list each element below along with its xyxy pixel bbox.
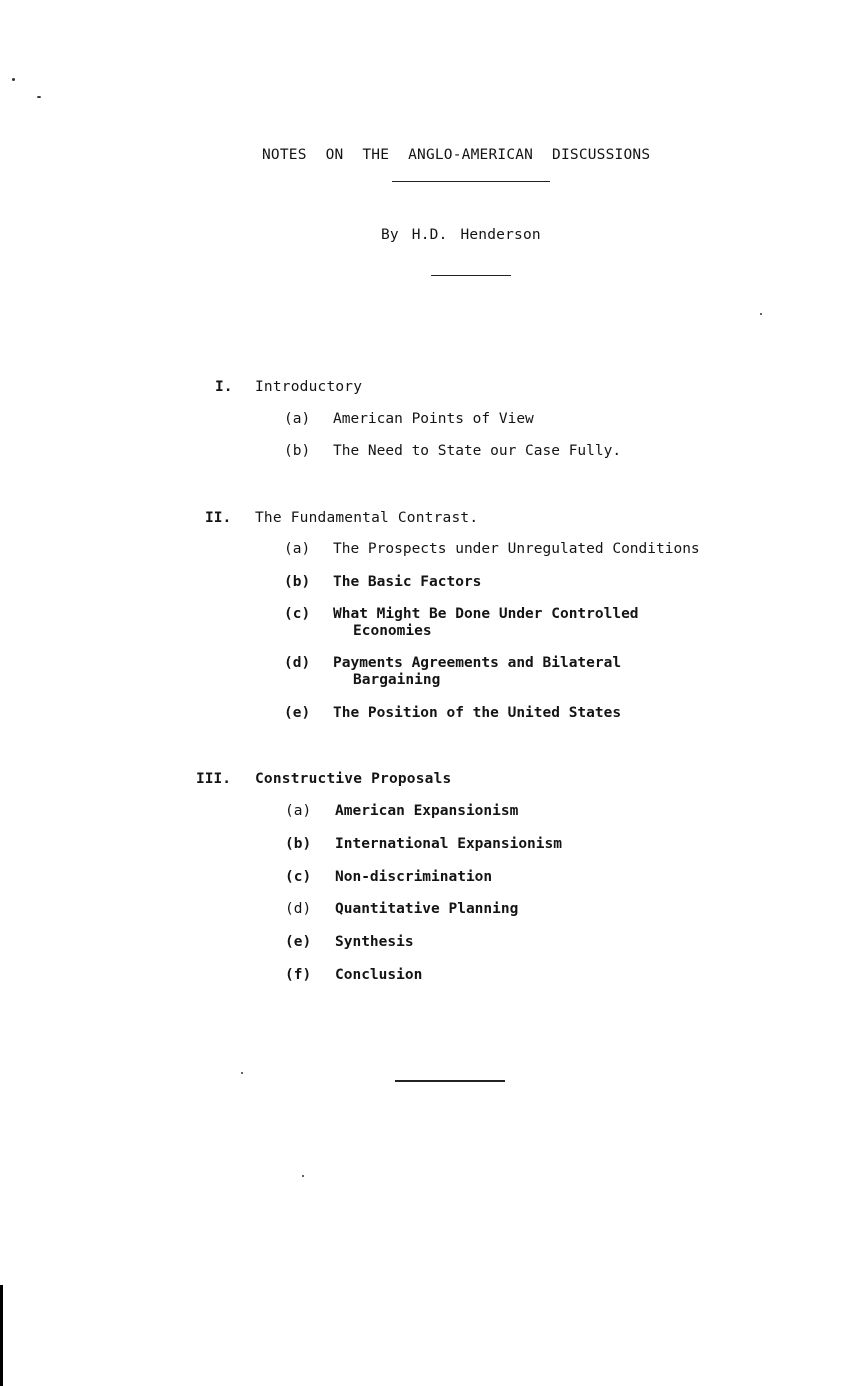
list-item — [335, 934, 805, 951]
item-letter: (a) — [284, 541, 311, 557]
item-text: American Expansionism — [335, 803, 519, 819]
list-item — [333, 443, 803, 460]
item-text: Payments Agreements and Bilateral — [333, 655, 622, 671]
list-item — [335, 803, 805, 820]
item-text: The Prospects under Unregulated Conditions — [333, 541, 700, 557]
section-heading: Constructive Proposals — [255, 771, 452, 787]
item-text: Quantitative Planning — [335, 901, 519, 917]
list-item — [335, 901, 805, 918]
item-letter: (a) — [284, 411, 311, 427]
list-item — [333, 705, 803, 722]
item-letter: (a) — [285, 803, 312, 819]
section-numeral: I. — [215, 379, 233, 395]
item-letter: (f) — [285, 967, 312, 983]
item-text-continued: Bargaining — [353, 672, 441, 688]
scan-speck — [241, 1072, 243, 1074]
item-letter: (b) — [284, 574, 311, 590]
list-item — [333, 574, 803, 591]
item-text: Conclusion — [335, 967, 423, 983]
item-letter: (b) — [285, 836, 312, 852]
item-text-continued: Economies — [353, 623, 432, 639]
byline: By H.D. Henderson — [381, 227, 541, 243]
scan-speck — [302, 1175, 304, 1177]
scan-edge-bar — [0, 1285, 3, 1386]
item-letter: (d) — [285, 901, 312, 917]
item-letter: (e) — [285, 934, 312, 950]
section-heading: Introductory — [255, 379, 363, 395]
list-item — [333, 606, 803, 640]
item-text: American Points of View — [333, 411, 534, 427]
item-text: The Need to State our Case Fully. — [333, 443, 622, 459]
section-heading: The Fundamental Contrast. — [255, 510, 479, 526]
byline-underline — [431, 275, 511, 276]
scan-speck — [12, 78, 15, 81]
item-letter: (c) — [285, 869, 312, 885]
list-item — [333, 411, 803, 428]
list-item — [335, 836, 805, 853]
closing-rule — [395, 1080, 505, 1082]
section-numeral: III. — [196, 771, 231, 787]
item-text: Non-discrimination — [335, 869, 493, 885]
scan-speck — [37, 96, 41, 98]
item-text: International Expansionism — [335, 836, 562, 852]
list-item — [333, 655, 803, 689]
item-text: What Might Be Done Under Controlled — [333, 606, 639, 622]
scan-speck — [760, 313, 762, 315]
section-numeral: II. — [205, 510, 232, 526]
list-item — [335, 967, 805, 984]
item-letter: (c) — [284, 606, 311, 622]
item-letter: (b) — [284, 443, 311, 459]
item-text: The Basic Factors — [333, 574, 482, 590]
title-underline — [392, 181, 550, 182]
item-text: Synthesis — [335, 934, 414, 950]
item-text: The Position of the United States — [333, 705, 622, 721]
item-letter: (d) — [284, 655, 311, 671]
document-title: NOTES ON THE ANGLO-AMERICAN DISCUSSIONS — [262, 147, 651, 163]
list-item — [333, 541, 803, 558]
list-item — [335, 869, 805, 886]
item-letter: (e) — [284, 705, 311, 721]
